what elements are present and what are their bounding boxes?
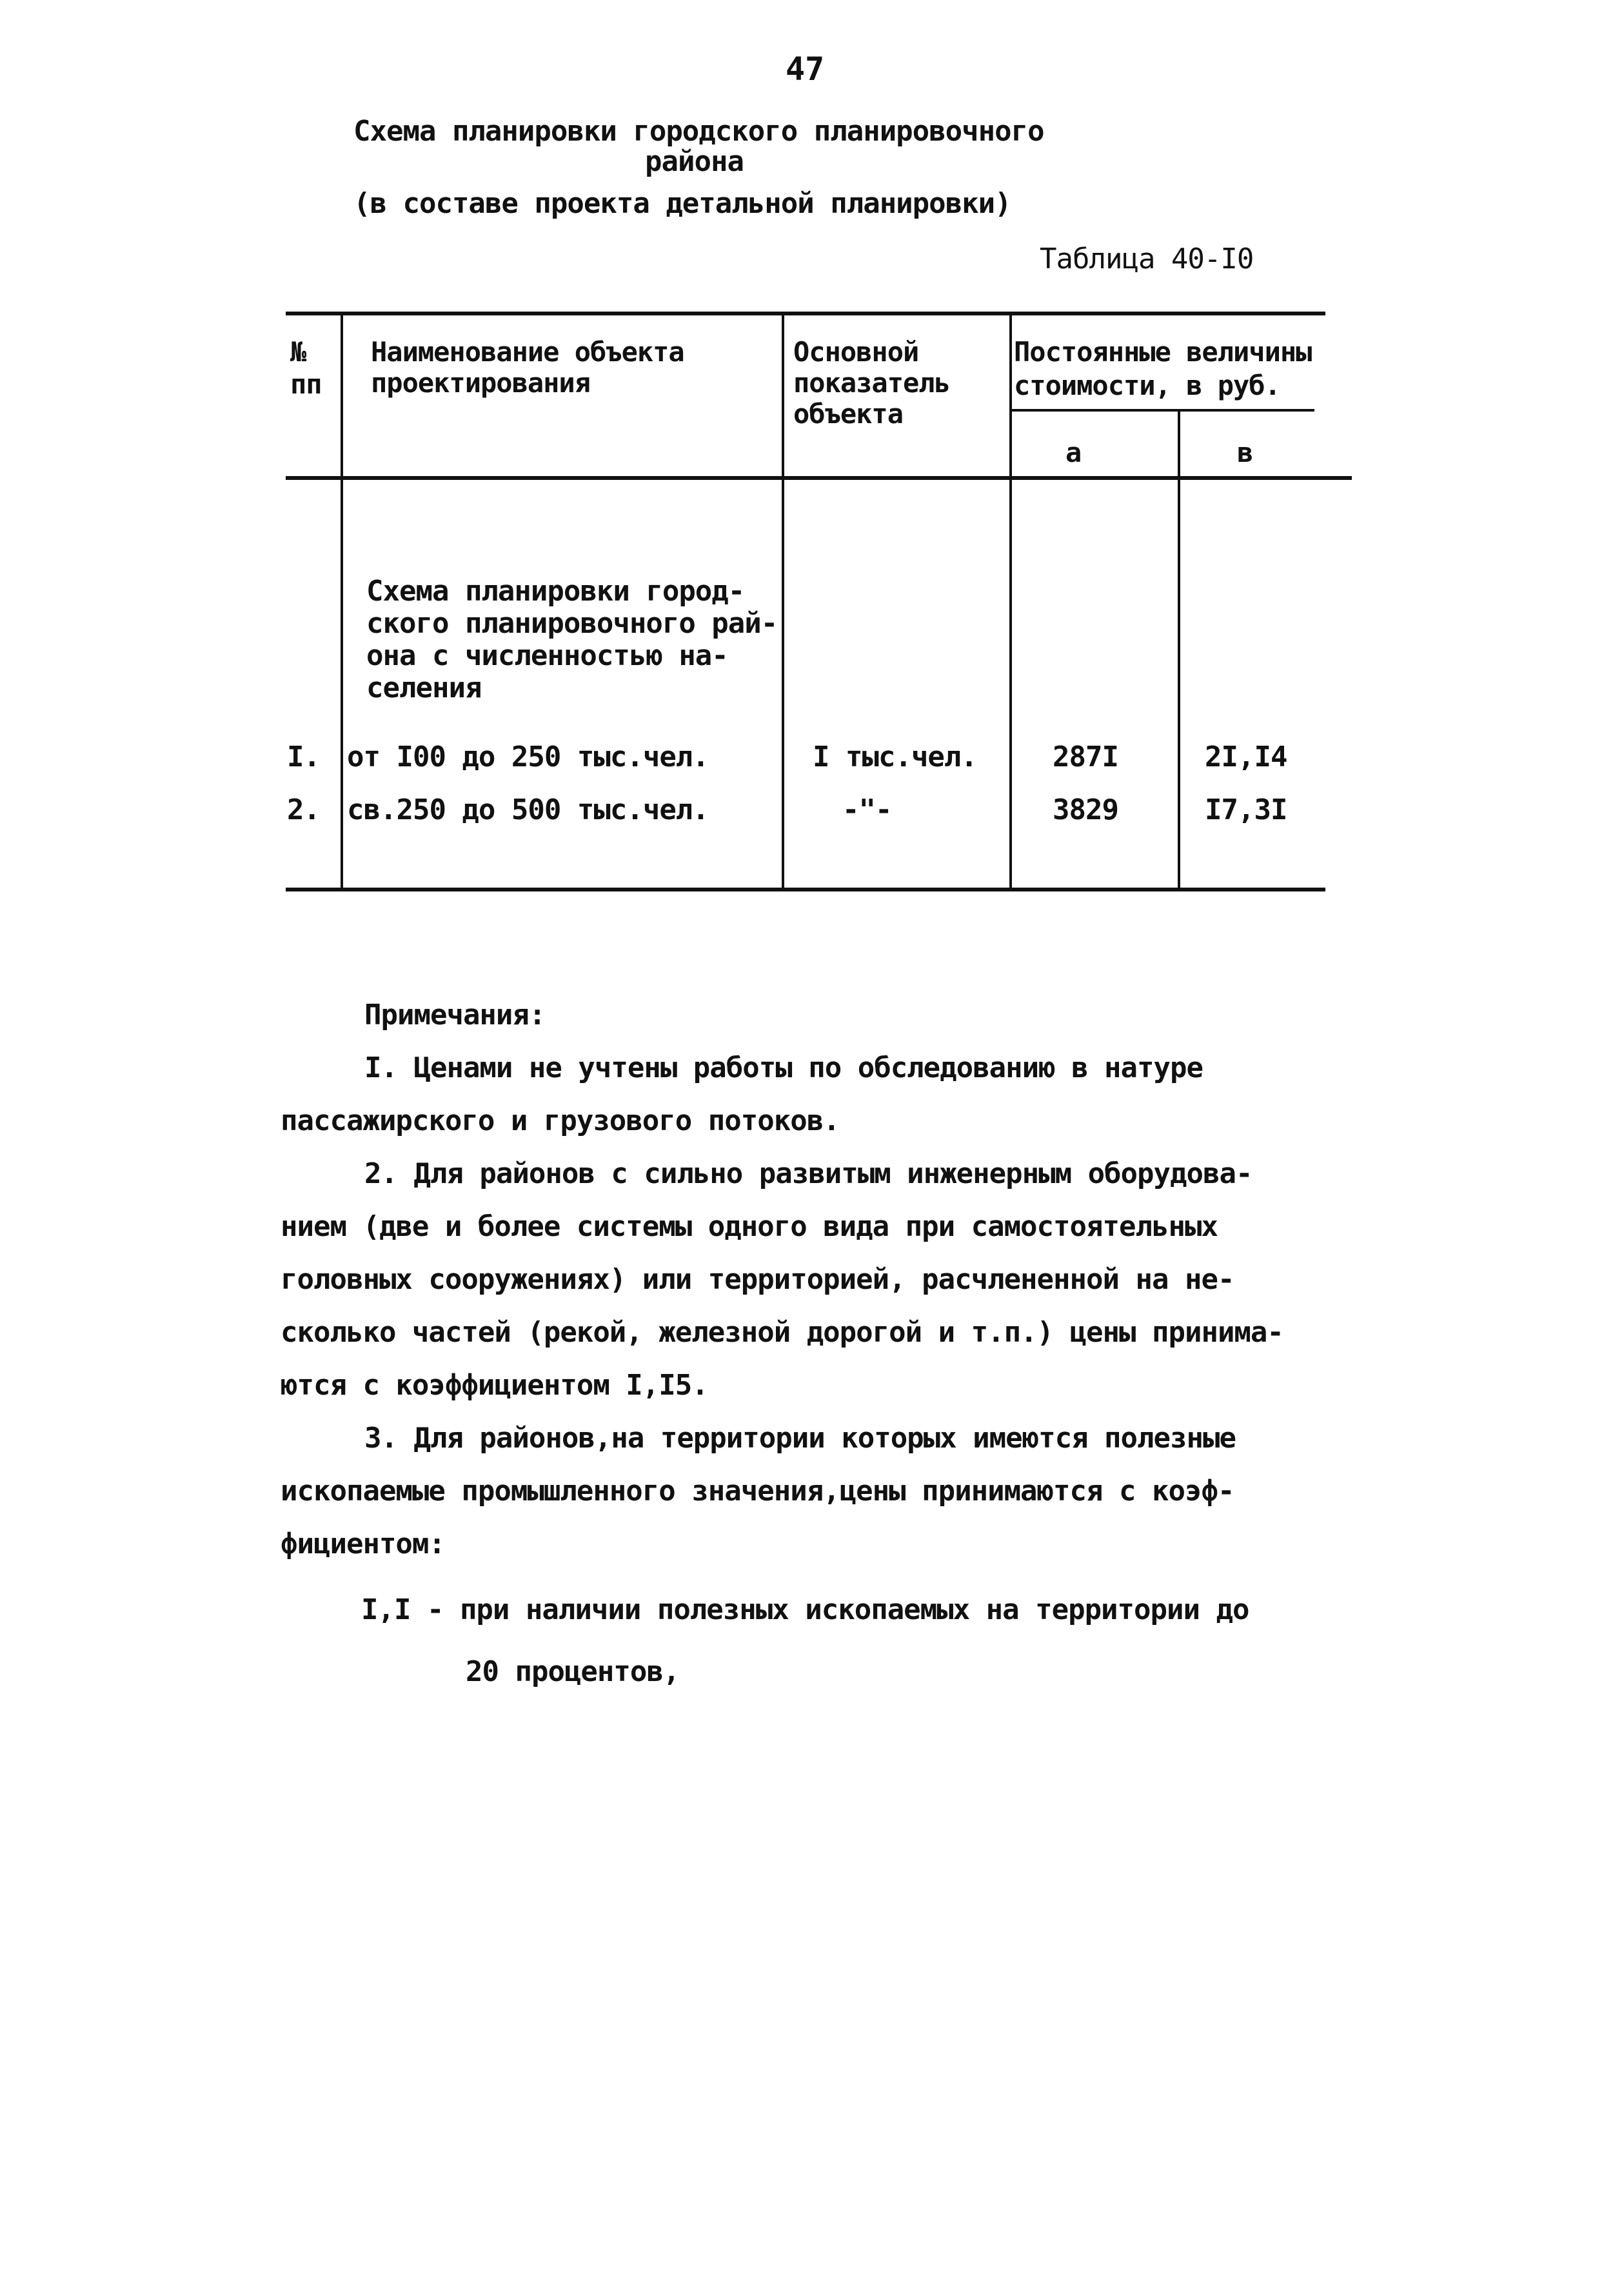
header-col-b: в xyxy=(1237,437,1253,468)
note-line: головных сооружениях) или территорией, расчлененной на не- xyxy=(281,1263,1234,1296)
note-line: 2. Для районов с сильно развитым инженерным оборудова- xyxy=(364,1157,1253,1190)
header-constants-line-2: стоимости, в руб. xyxy=(1014,370,1280,401)
note-line: I,I - при наличии полезных ископаемых на территории до xyxy=(361,1593,1249,1626)
note-line: сколько частей (рекой, железной дорогой и т.п.) цены принима- xyxy=(281,1316,1283,1349)
header-name-line-1: Наименование объекта xyxy=(371,336,684,368)
col-divider-4 xyxy=(1178,410,1180,890)
table-top-rule xyxy=(286,312,1325,315)
row-name: св.250 до 500 тыс.чел. xyxy=(347,793,709,826)
header-num-line-1: № xyxy=(290,336,306,368)
col-divider-1 xyxy=(341,313,343,890)
note-line: 20 процентов, xyxy=(466,1655,680,1688)
note-line: ископаемые промышленного значения,цены принимаются с коэф- xyxy=(281,1475,1234,1508)
group-title-line-2: ского планировочного рай- xyxy=(366,607,778,640)
note-line: 3. Для районов,на территории которых имеются полезные xyxy=(364,1422,1236,1455)
group-title-line-1: Схема планировки город- xyxy=(366,575,745,608)
table-bottom-rule xyxy=(286,888,1325,891)
header-indicator-line-1: Основной xyxy=(793,336,919,368)
row-indicator: I тыс.чел. xyxy=(813,741,977,773)
group-title xyxy=(366,575,777,704)
note-line: нием (две и более системы одного вида при самостоятельных xyxy=(281,1210,1218,1243)
header-indicator-line-3: объекта xyxy=(793,398,904,430)
col-divider-3 xyxy=(1009,313,1012,890)
header-split-rule xyxy=(1011,409,1314,412)
header-bottom-rule xyxy=(286,476,1352,480)
row-indicator: -"- xyxy=(842,793,892,826)
row-name: от I00 до 250 тыс.чел. xyxy=(347,741,709,773)
header-num-line-2: пп xyxy=(290,368,322,400)
title-line-1: Схема планировки городского планировочного xyxy=(353,115,1044,148)
row-value-b: 2I,I4 xyxy=(1205,741,1287,773)
header-name-line-2: проектирования xyxy=(371,367,591,399)
note-line: ются с коэффициентом I,I5. xyxy=(281,1369,708,1402)
header-col-a: а xyxy=(1065,437,1082,468)
table-label: Таблица 40-I0 xyxy=(1040,243,1254,275)
row-value-b: I7,3I xyxy=(1205,793,1287,826)
row-value-a: 3829 xyxy=(1053,793,1118,826)
row-value-a: 287I xyxy=(1053,741,1118,773)
col-divider-2 xyxy=(782,313,784,890)
row-num: I. xyxy=(287,741,320,773)
note-line: I. Ценами не учтены работы по обследованию в натуре xyxy=(364,1051,1203,1084)
title-line-2: района xyxy=(645,145,744,178)
title-line-3: (в составе проекта детальной планировки) xyxy=(353,187,1011,220)
group-title-line-3: она с численностью на- xyxy=(366,639,728,672)
header-constants-line-1: Постоянные величины xyxy=(1014,336,1312,368)
page-number: 47 xyxy=(786,50,825,88)
group-title-line-4: селения xyxy=(366,672,482,704)
notes-heading: Примечания: xyxy=(364,999,546,1031)
note-line: пассажирского и грузового потоков. xyxy=(281,1104,840,1137)
row-num: 2. xyxy=(287,793,320,826)
header-indicator-line-2: показатель xyxy=(793,367,950,399)
note-line: фициентом: xyxy=(281,1528,445,1560)
